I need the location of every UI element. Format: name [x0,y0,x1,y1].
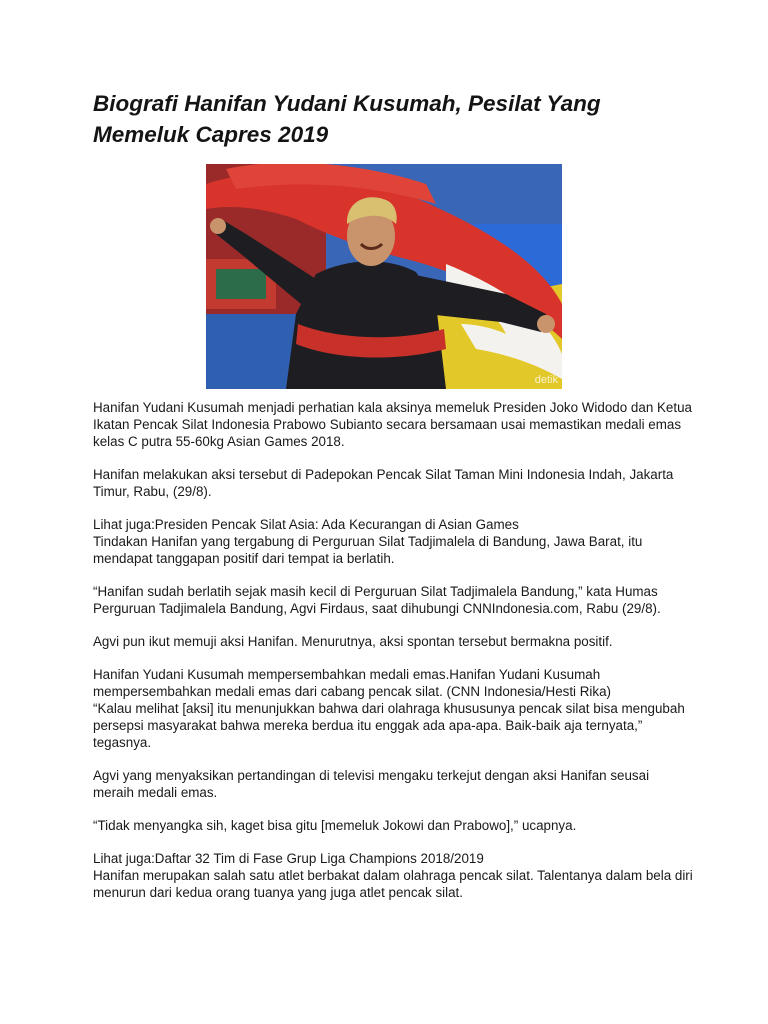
paragraph: “Kalau melihat [aksi] itu menunjukkan bahwa dari olahraga khususunya pencak silat bisa mengubah persepsi masyarakat bahwa mereka berdua itu enggak ada apa-apa. Baik-baik aja ternyata,” tegasnya. [93,701,685,750]
paragraph: “Tidak menyangka sih, kaget bisa gitu [memeluk Jokowi dan Prabowo],” ucapnya. [93,818,577,833]
related-link-2[interactable]: Lihat juga:Daftar 32 Tim di Fase Grup Liga Champions 2018/2019 [93,851,484,866]
article-photo [206,164,562,389]
paragraph: Hanifan Yudani Kusumah menjadi perhatian kala aksinya memeluk Presiden Joko Widodo dan Ketua Ikatan Pencak Silat Indonesia Prabowo Subianto secara bersamaan usai memastikan medali emas kelas C putra 55-60kg Asian Games 2018. [93,400,692,449]
paragraph: Hanifan merupakan salah satu atlet berbakat dalam olahraga pencak silat. Talentanya dalam bela diri menurun dari kedua orang tuanya yang juga atlet pencak silat. [93,868,693,900]
photo-watermark: detik [534,374,558,386]
paragraph: “Hanifan sudah berlatih sejak masih kecil di Perguruan Silat Tadjimalela Bandung,” kata Humas Perguruan Tadjimalela Bandung, Agvi Firdaus, saat dihubungi CNNIndonesia.com, Rabu (29/8). [93,584,661,616]
paragraph: Agvi yang menyaksikan pertandingan di televisi mengaku terkejut dengan aksi Hanifan seusai meraih medali emas. [93,768,650,800]
article-body [93,399,693,917]
paragraph: Hanifan melakukan aksi tersebut di Padepokan Pencak Silat Taman Mini Indonesia Indah, Jakarta Timur, Rabu, (29/8). [93,467,674,499]
article-title: Biografi Hanifan Yudani Kusumah, Pesilat Yang Memeluk Capres 2019 [93,91,601,147]
paragraph: Tindakan Hanifan yang tergabung di Perguruan Silat Tadjimalela di Bandung, Jawa Barat, itu mendapat tanggapan positif dari tempat ia berlatih. [93,534,643,566]
photo-caption: Hanifan Yudani Kusumah mempersembahkan medali emas.Hanifan Yudani Kusumah mempersembahkan medali emas dari cabang pencak silat. (CNN Indonesia/Hesti Rika) [93,667,612,699]
athlete-photo-illustration [206,164,562,389]
paragraph: Agvi pun ikut memuji aksi Hanifan. Menurutnya, aksi spontan tersebut bermakna positif. [93,634,613,649]
related-link-1[interactable]: Lihat juga:Presiden Pencak Silat Asia: Ada Kecurangan di Asian Games [93,517,519,532]
